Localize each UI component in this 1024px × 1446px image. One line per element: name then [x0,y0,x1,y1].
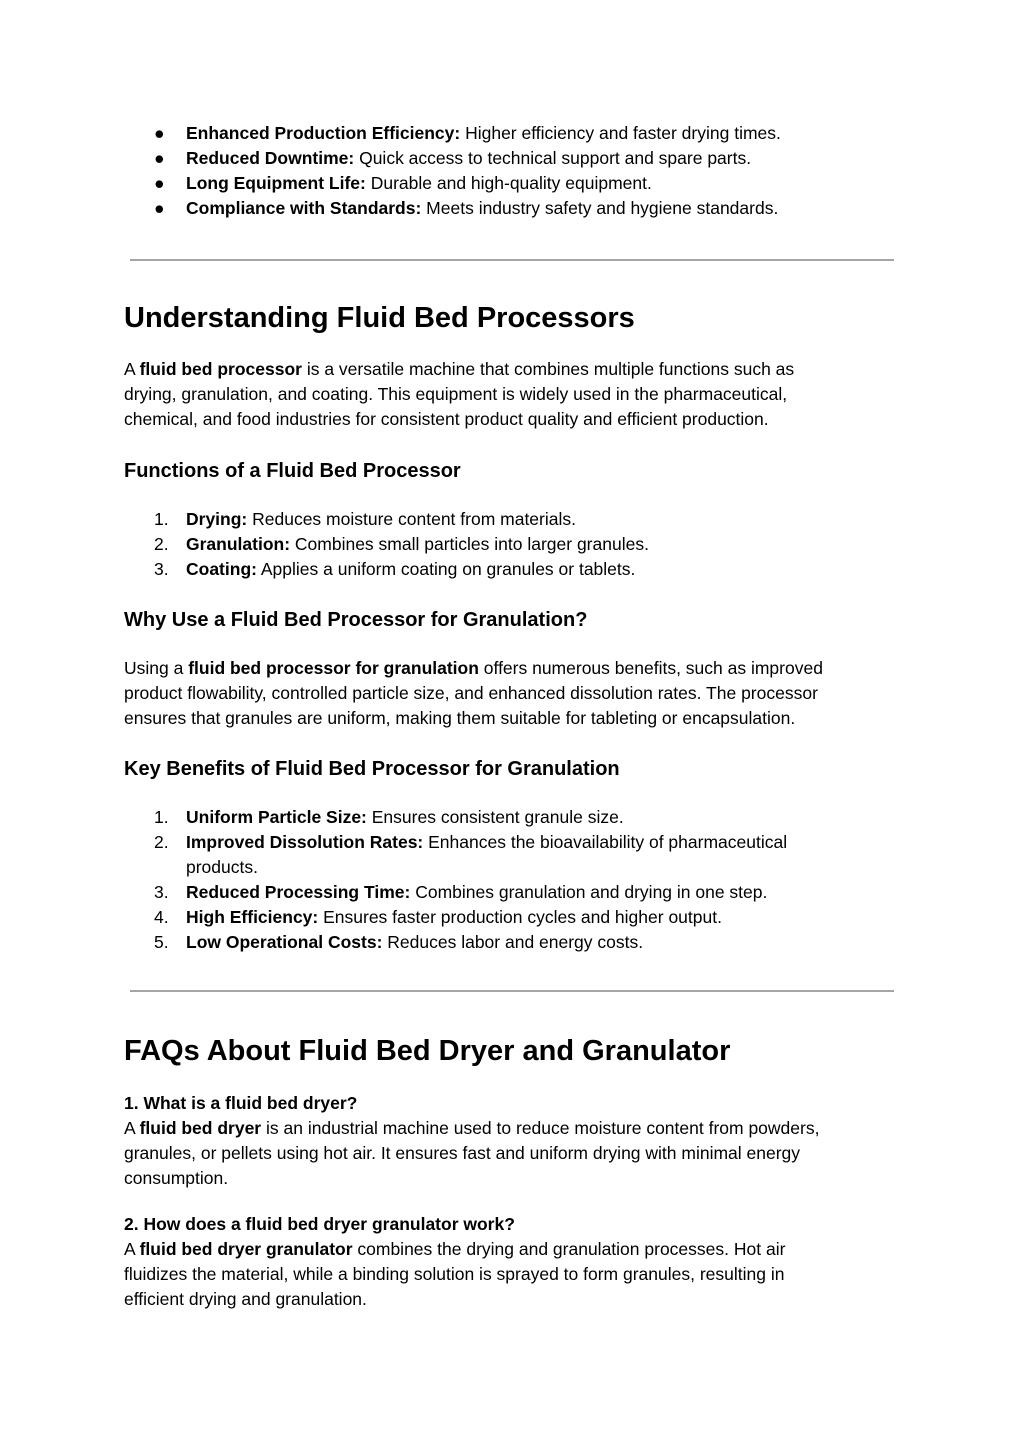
list-number: 3. [154,882,169,902]
bullet-icon: ● [154,198,165,218]
text-run: is an industrial machine used to reduce moisture content from powders, [261,1118,820,1138]
section-divider [130,990,894,992]
paragraph-line [124,1116,894,1141]
bold-term: fluid bed processor [139,359,302,379]
paragraph-line: chemical, and food industries for consistent product quality and efficient production. [124,409,769,429]
list-item-text: Applies a uniform coating on granules or tablets. [256,559,636,579]
list-item-text: Ensures consistent granule size. [366,807,624,827]
paragraph-line: consumption. [124,1168,229,1188]
list-number: 3. [154,559,169,579]
bullet-icon: ● [154,148,165,168]
bullet-icon: ● [154,173,165,193]
paragraph-line: granules, or pellets using hot air. It ensures fast and uniform drying with minimal energy [124,1143,801,1163]
list-number: 5. [154,932,169,952]
list-item [124,196,781,221]
list-item-text: Higher efficiency and faster drying times. [460,123,781,143]
paragraph-line [124,1237,894,1262]
list-item-bold: Reduced Processing Time: [186,882,411,902]
list-item-bold: Improved Dissolution Rates: [186,832,424,852]
text-run: A [124,1239,140,1259]
functions-list [124,507,649,582]
list-item-bold: Compliance with Standards: [186,198,422,218]
list-item-text: Reduces moisture content from materials. [247,509,576,529]
list-item [124,880,787,905]
list-item-text: Combines granulation and drying in one step. [410,882,768,902]
list-item-text: Meets industry safety and hygiene standards. [421,198,779,218]
list-item-bold: High Efficiency: [186,907,319,927]
list-item-text: Reduces labor and energy costs. [382,932,644,952]
subsection-heading: Functions of a Fluid Bed Processor [124,460,461,482]
list-item-bold: Enhanced Production Efficiency: [186,123,461,143]
section-title: Understanding Fluid Bed Processors [124,302,635,334]
faq-question: 2. How does a fluid bed dryer granulator work? [124,1214,515,1234]
paragraph-line: efficient drying and granulation. [124,1289,367,1309]
faq-answer [124,1237,894,1312]
benefits-bullet-list [124,121,781,221]
list-item [124,557,649,582]
list-item [124,930,787,955]
list-item-text: Enhances the bioavailability of pharmaceutical [423,832,788,852]
list-item-bold: Reduced Downtime: [186,148,355,168]
paragraph-line: ensures that granules are uniform, making them suitable for tableting or encapsulation. [124,708,796,728]
list-item-bold: Low Operational Costs: [186,932,383,952]
list-item [124,905,787,930]
bold-term: fluid bed processor for granulation [188,658,479,678]
faq-title: FAQs About Fluid Bed Dryer and Granulator [124,1035,731,1067]
faq-question: 1. What is a fluid bed dryer? [124,1093,358,1113]
list-item-text: Durable and high-quality equipment. [365,173,652,193]
list-item [124,121,781,146]
list-item-bold: Long Equipment Life: [186,173,366,193]
list-number: 2. [154,832,169,852]
subsection-heading: Why Use a Fluid Bed Processor for Granulation? [124,609,588,631]
list-item-continuation: products. [186,857,258,877]
list-item [124,532,649,557]
list-item [124,805,787,830]
text-run: is a versatile machine that combines multiple functions such as [301,359,795,379]
section-divider [130,259,894,261]
paragraph-line [124,656,894,681]
paragraph-line: drying, granulation, and coating. This equipment is widely used in the pharmaceutical, [124,384,788,404]
list-item [124,830,787,880]
bold-term: fluid bed dryer [139,1118,262,1138]
list-item-text: Quick access to technical support and spare parts. [354,148,752,168]
bold-term: fluid bed dryer granulator [139,1239,353,1259]
paragraph-line [124,357,894,382]
list-item-bold: Granulation: [186,534,291,554]
faq-answer [124,1116,894,1191]
text-run: offers numerous benefits, such as improved [478,658,823,678]
list-item [124,507,649,532]
list-item [124,146,781,171]
text-run: Using a [124,658,189,678]
list-item-text: Combines small particles into larger granules. [290,534,649,554]
list-item-bold: Coating: [186,559,257,579]
list-number: 2. [154,534,169,554]
subsection-heading: Key Benefits of Fluid Bed Processor for Granulation [124,758,620,780]
paragraph-line: product flowability, controlled particle size, and enhanced dissolution rates. The processor [124,683,818,703]
list-item-text: Ensures faster production cycles and higher output. [318,907,722,927]
intro-paragraph [124,357,894,432]
bullet-icon: ● [154,123,165,143]
list-number: 1. [154,509,169,529]
paragraph-line: fluidizes the material, while a binding solution is sprayed to form granules, resulting in [124,1264,785,1284]
text-run: combines the drying and granulation processes. Hot air [352,1239,786,1259]
list-number: 1. [154,807,169,827]
text-run: A [124,359,140,379]
list-item-bold: Drying: [186,509,248,529]
key-benefits-list [124,805,787,955]
why-paragraph [124,656,894,731]
list-item-bold: Uniform Particle Size: [186,807,367,827]
list-item [124,171,781,196]
list-number: 4. [154,907,169,927]
text-run: A [124,1118,140,1138]
